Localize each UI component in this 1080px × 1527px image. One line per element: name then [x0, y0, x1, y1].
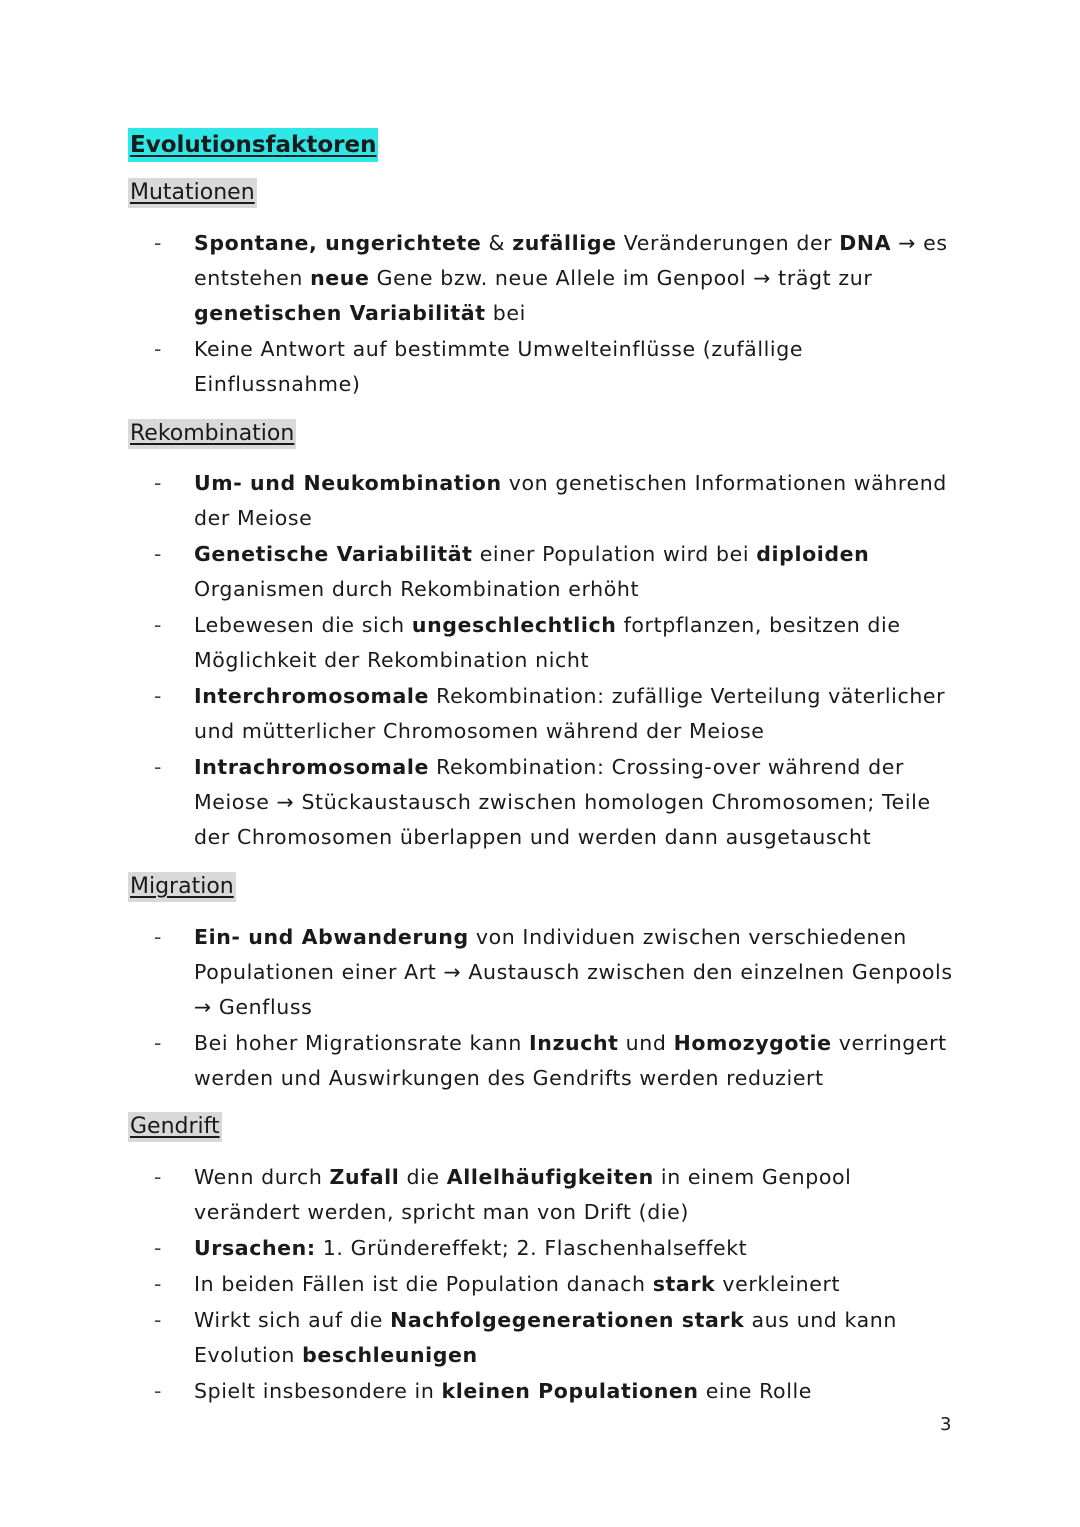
text-run: Keine Antwort auf bestimmte Umwelteinflüsse (zufällige Einflussnahme): [194, 337, 804, 396]
bullet-dash: -: [154, 542, 162, 566]
bullet-list-mutationen: [154, 226, 964, 403]
list-item: [154, 1303, 964, 1373]
text-run: → es entstehen: [194, 231, 948, 290]
list-item: [154, 920, 964, 1025]
text-run: In beiden Fällen ist die Population danach: [194, 1272, 653, 1296]
list-item: [154, 1231, 964, 1266]
text-run: &: [481, 231, 513, 255]
list-item: [154, 750, 964, 855]
bold-text: Um- und Neukombination: [194, 471, 502, 495]
text-run: Veränderungen der: [616, 231, 840, 255]
text-run: Spielt insbesondere in: [194, 1379, 442, 1403]
bullet-dash: -: [154, 231, 162, 255]
text-run: 1. Gründereffekt; 2. Flaschenhalseffekt: [315, 1236, 748, 1260]
bold-text: zufällige: [512, 231, 617, 255]
text-run: fortpflanzen, besitzen die Möglichkeit der Rekombination nicht: [194, 613, 901, 672]
list-item: [154, 466, 964, 536]
list-item: [154, 679, 964, 749]
bullet-dash: -: [154, 1165, 162, 1189]
section-heading-rekombination: Rekombination: [128, 419, 296, 449]
list-item: [154, 1374, 964, 1409]
bullet-dash: -: [154, 755, 162, 779]
text-run: Wirkt sich auf die: [194, 1308, 391, 1332]
section-heading-gendrift: Gendrift: [128, 1112, 222, 1142]
bold-text: Homozygotie: [673, 1031, 832, 1055]
text-run: Rekombination: Crossing-over während der Meiose → Stückaustausch zwischen homologen Chromosomen; Teile der Chromosomen überlappen und werden dann ausgetauscht: [194, 755, 931, 849]
page-title: Evolutionsfaktoren: [128, 128, 378, 162]
bold-text: genetischen Variabilität: [194, 301, 486, 325]
text-run: von Individuen zwischen verschiedenen Populationen einer Art → Austausch zwischen den einzelnen Genpools → Genfluss: [194, 925, 953, 1019]
bold-text: Intrachromosomale: [194, 755, 429, 779]
bullet-dash: -: [154, 1031, 162, 1055]
list-item: [154, 226, 964, 331]
text-run: die: [399, 1165, 447, 1189]
bullet-list-migration: [154, 920, 964, 1097]
list-item: [154, 608, 964, 678]
text-run: bei: [485, 301, 526, 325]
bullet-dash: -: [154, 613, 162, 637]
bullet-dash: -: [154, 925, 162, 949]
bullet-dash: -: [154, 1236, 162, 1260]
bold-text: Ursachen:: [194, 1236, 316, 1260]
bold-text: Spontane, ungerichtete: [194, 231, 482, 255]
text-run: Rekombination: zufällige Verteilung väterlicher und mütterlicher Chromosomen während der Meiose: [194, 684, 946, 743]
text-run: von genetischen Informationen während der Meiose: [194, 471, 947, 530]
bold-text: Inzucht: [529, 1031, 619, 1055]
bullet-dash: -: [154, 1379, 162, 1403]
text-run: in einem Genpool verändert werden, spricht man von Drift (die): [194, 1165, 852, 1224]
bold-text: beschleunigen: [302, 1343, 478, 1367]
bold-text: Allelhäufigkeiten: [446, 1165, 654, 1189]
text-run: Organismen durch Rekombination erhöht: [194, 577, 640, 601]
list-item: [154, 1026, 964, 1096]
section-heading-migration: Migration: [128, 872, 236, 902]
bold-text: kleinen Populationen: [441, 1379, 699, 1403]
bold-text: Interchromosomale: [194, 684, 430, 708]
list-item: [154, 332, 964, 402]
bullet-dash: -: [154, 337, 162, 361]
list-item: [154, 537, 964, 607]
bold-text: Genetische Variabilität: [194, 542, 473, 566]
bullet-dash: -: [154, 684, 162, 708]
text-run: verkleinert: [715, 1272, 841, 1296]
text-run: Bei hoher Migrationsrate kann: [194, 1031, 530, 1055]
list-item: [154, 1160, 964, 1230]
bullet-dash: -: [154, 1308, 162, 1332]
text-run: Gene bzw. neue Allele im Genpool → trägt zur: [369, 266, 873, 290]
bold-text: diploiden: [756, 542, 870, 566]
section-heading-mutationen: Mutationen: [128, 178, 257, 208]
bullet-dash: -: [154, 1272, 162, 1296]
bold-text: DNA: [839, 231, 892, 255]
text-run: eine Rolle: [698, 1379, 813, 1403]
list-item: [154, 1267, 964, 1302]
bold-text: Ein- und Abwanderung: [194, 925, 469, 949]
bullet-list-gendrift: [154, 1160, 964, 1410]
bullet-list-rekombination: [154, 466, 964, 856]
text-run: und: [618, 1031, 674, 1055]
text-run: Lebewesen die sich: [194, 613, 412, 637]
bold-text: Nachfolgegenerationen stark: [390, 1308, 745, 1332]
text-run: aus und kann Evolution: [194, 1308, 897, 1367]
bold-text: stark: [652, 1272, 716, 1296]
text-run: verringert werden und Auswirkungen des Gendrifts werden reduziert: [194, 1031, 947, 1090]
bold-text: neue: [310, 266, 370, 290]
page-number: 3: [940, 1414, 952, 1435]
bold-text: ungeschlechtlich: [411, 613, 617, 637]
text-run: einer Population wird bei: [472, 542, 757, 566]
text-run: Wenn durch: [194, 1165, 330, 1189]
bold-text: Zufall: [329, 1165, 400, 1189]
bullet-dash: -: [154, 471, 162, 495]
